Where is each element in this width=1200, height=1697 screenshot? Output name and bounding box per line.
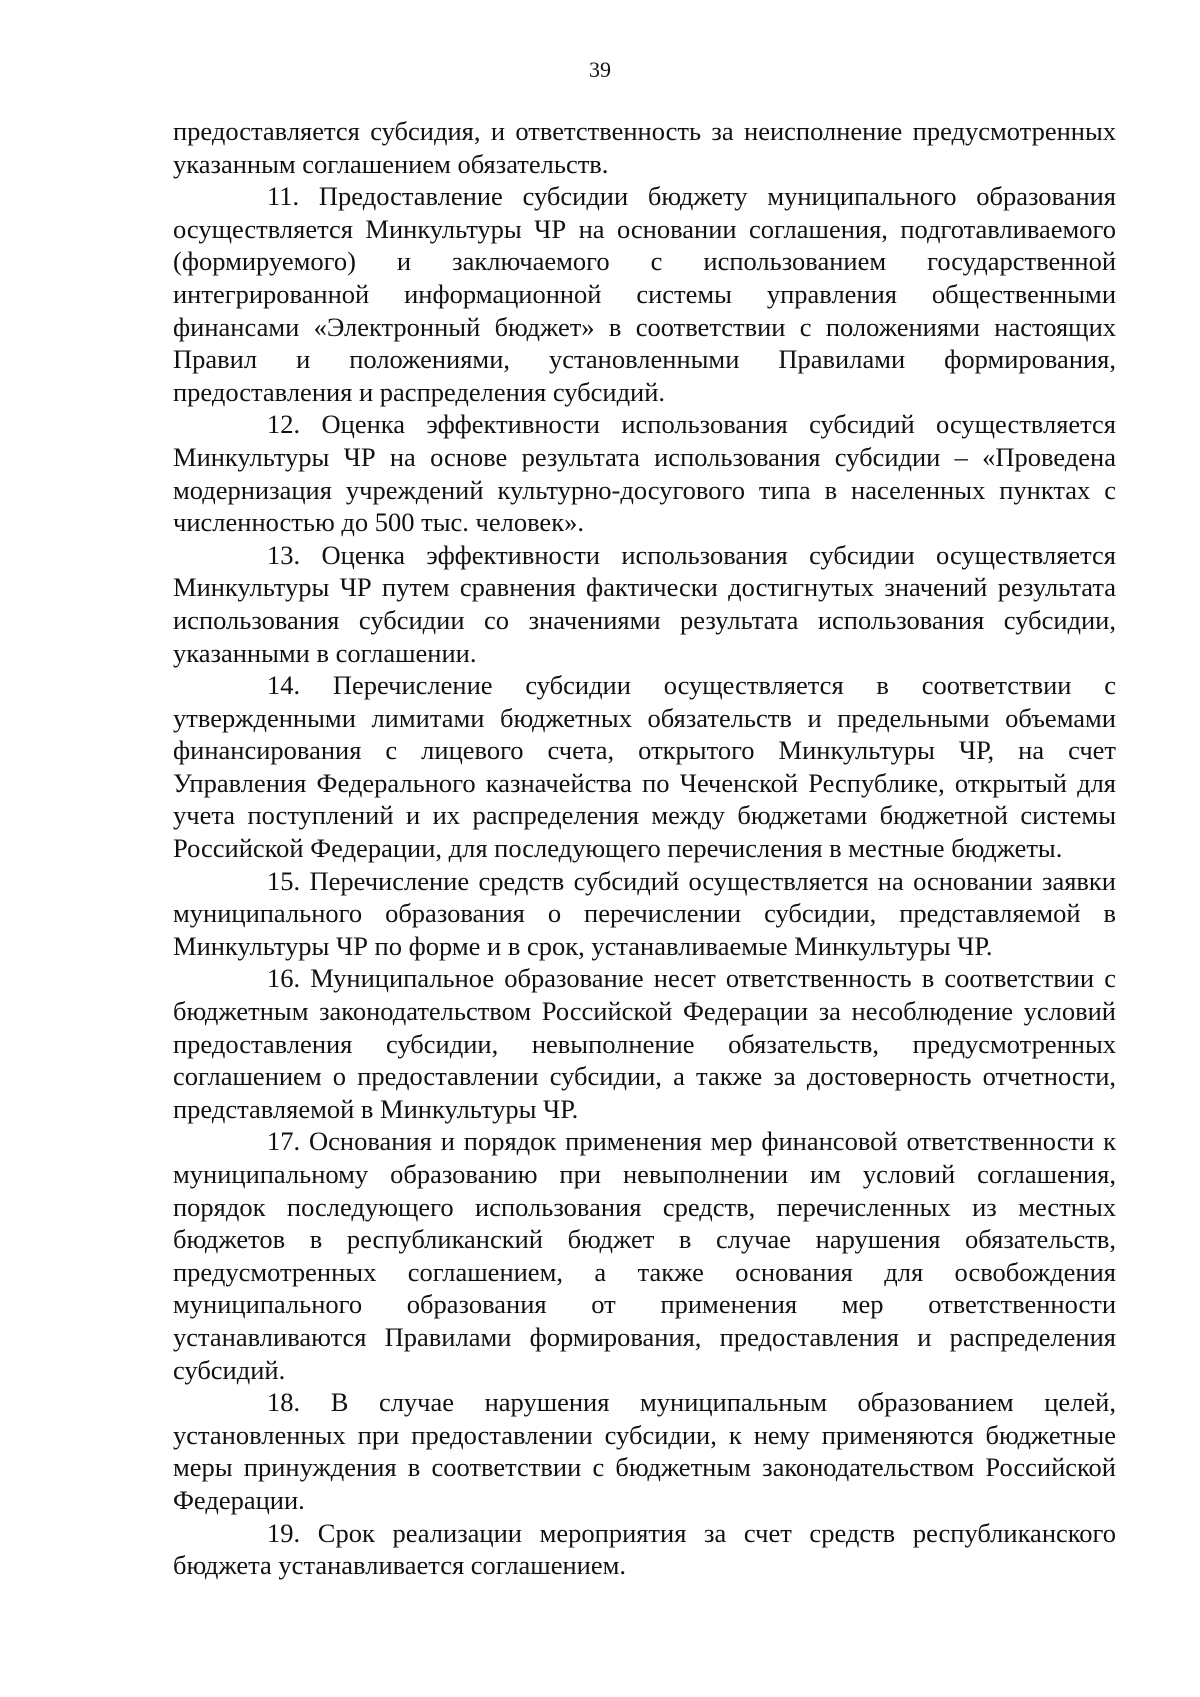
paragraph-18: 18. В случае нарушения муниципальным образованием целей, установленных при предоставлении субсидии, к нему применяются бюджетные меры принуждения в соответствии с бюджетным законодательством Российской Федерации. bbox=[173, 1387, 1116, 1515]
document-body bbox=[173, 115, 1116, 1582]
paragraph-continuation: предоставляется субсидия, и ответственность за неисполнение предусмотренных указанным соглашением обязательств. bbox=[173, 116, 1116, 179]
paragraph-19: 19. Срок реализации мероприятия за счет средств республиканского бюджета устанавливается соглашением. bbox=[173, 1517, 1116, 1581]
paragraph-17: 17. Основания и порядок применения мер финансовой ответственности к муниципальному образованию при невыполнении им условий соглашения, порядок последующего использования средств, перечисленных из местных бюджетов в республиканский бюджет в случае нарушения обязательств, предусмотренных соглашением, а также основания для освобождения муниципального образования от применения мер ответственности устанавливаются Правилами формирования, предоставления и распределения субсидий. bbox=[173, 1126, 1116, 1385]
paragraph-12: 12. Оценка эффективности использования субсидий осуществляется Минкультуры ЧР на основе результата использования субсидии – «Проведена модернизация учреждений культурно-досугового типа в населенных пунктах с численностью до 500 тыс. человек». bbox=[173, 409, 1116, 538]
paragraph-11: 11. Предоставление субсидии бюджету муниципального образования осуществляется Минкультуры ЧР на основании соглашения, подготавливаемого (формируемого) и заключаемого с использованием государственной интегрированной информационной системы управления общественными финансами «Электронный бюджет» в соответствии с положениями настоящих Правил и положениями, установленными Правилами формирования, предоставления и распределения субсидий. bbox=[173, 181, 1116, 407]
paragraph-16: 16. Муниципальное образование несет ответственность в соответствии с бюджетным законодательством Российской Федерации за несоблюдение условий предоставления субсидии, невыполнение обязательств, предусмотренных соглашением о предоставлении субсидии, а также за достоверность отчетности, представляемой в Минкультуры ЧР. bbox=[173, 963, 1116, 1124]
paragraph-15: 15. Перечисление средств субсидий осуществляется на основании заявки муниципального образования о перечислении субсидии, представляемой в Минкультуры ЧР по форме и в срок, устанавливаемые Минкультуры ЧР. bbox=[173, 865, 1116, 961]
paragraph-13: 13. Оценка эффективности использования субсидии осуществляется Минкультуры ЧР путем сравнения фактически достигнутых значений результата использования субсидии со значениями результата использования субсидии, указанными в соглашении. bbox=[173, 539, 1116, 668]
paragraph-14: 14. Перечисление субсидии осуществляется в соответствии с утвержденными лимитами бюджетных обязательств и предельными объемами финансирования с лицевого счета, открытого Минкультуры ЧР, на счет Управления Федерального казначейства по Чеченской Республике, открытый для учета поступлений и их распределения между бюджетами бюджетной системы Российской Федерации, для последующего перечисления в местные бюджеты. bbox=[173, 670, 1116, 864]
page-number: 39 bbox=[589, 57, 611, 82]
